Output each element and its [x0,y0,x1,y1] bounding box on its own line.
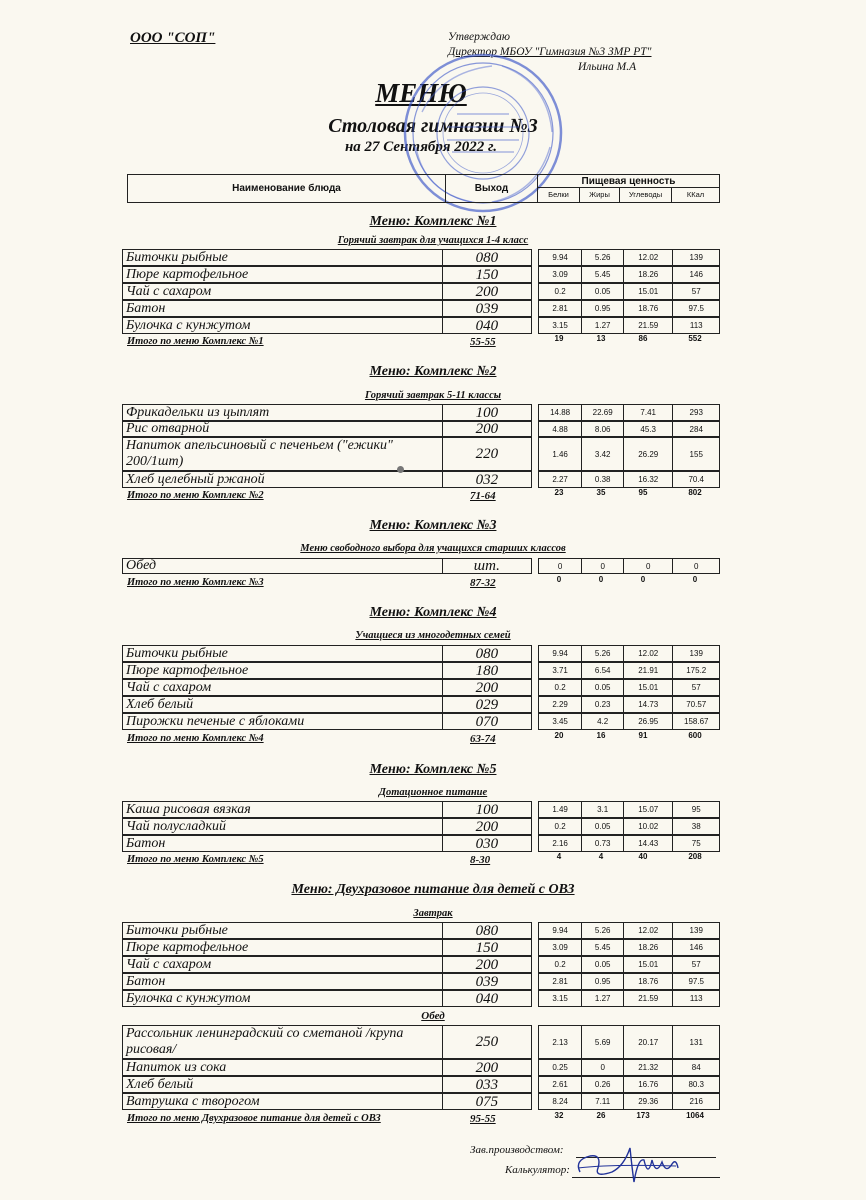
total-output: 63-74 [470,733,496,745]
dish-output: 039 [442,973,532,990]
carbs-header: Углеводы [620,188,672,202]
dish-name: Чай с сахаром [122,956,442,973]
kcal-header: ККал [686,190,705,199]
dish-output: 250 [442,1025,532,1059]
table-header [127,174,720,203]
table-row [122,437,720,471]
dish-output: 039 [442,300,532,317]
carbs-value: 18.26 [623,939,673,956]
carbs-value: 26.29 [623,437,673,471]
menu-title: МЕНЮ [375,78,467,108]
kcal-value: 146 [672,939,720,956]
kcal-value: 216 [672,1093,720,1110]
kcal-value: 158.67 [672,713,720,730]
dish-output: 033 [442,1076,532,1093]
carbs-value: 45.3 [623,421,673,437]
total-kcal: 802 [688,488,702,497]
table-row [122,421,720,437]
proteins-value: 9.94 [538,922,582,939]
complex-title: Меню: Комплекс №5 [369,762,497,777]
proteins-value: 2.61 [538,1076,582,1093]
table-row [122,1093,720,1110]
kcal-value: 175.2 [672,662,720,679]
table-row [122,956,720,973]
dish-output: 030 [442,835,532,852]
total-fats: 16 [596,731,606,740]
dish-name: Фрикадельки из цыплят [122,404,442,421]
approval-line-3: Ильина М.А [578,61,637,73]
total-output: 8-30 [470,854,491,866]
total-output: 87-32 [470,577,496,589]
total-carbs: 40 [638,852,648,861]
fats-value: 5.26 [581,249,623,266]
proteins-value: 2.81 [538,300,582,317]
complex-total [127,1113,720,1127]
dish-output: 040 [442,317,532,334]
output-column-header: Выход [446,175,538,202]
dish-name: Каша рисовая вязкая [122,801,442,818]
complex-total [127,577,720,591]
table-row [122,283,720,300]
kcal-value: 84 [672,1059,720,1076]
total-fats: 26 [596,1111,606,1120]
fats-value: 3.1 [581,801,623,818]
carbs-value: 21.59 [623,317,673,334]
dish-name: Батон [122,835,442,852]
total-carbs: 0 [640,575,646,584]
kcal-value: 139 [672,922,720,939]
proteins-value: 2.29 [538,696,582,713]
table-row [122,818,720,835]
complex-subtitle: Учащиеся из многодетных семей [355,630,511,641]
carbs-value: 16.76 [623,1076,673,1093]
total-label: Итого по меню Комплекс №2 [127,490,264,501]
total-proteins: 0 [556,575,562,584]
carbs-value: 15.07 [623,801,673,818]
fats-value: 0.38 [581,471,623,488]
carbs-value: 10.02 [623,818,673,835]
carbs-value: 26.95 [623,713,673,730]
menu-date: на 27 Сентября 2022 г. [344,139,498,155]
fats-value: 0.26 [581,1076,623,1093]
proteins-value: 0 [538,558,582,574]
proteins-value: 3.71 [538,662,582,679]
table-row [122,922,720,939]
total-output: 95-55 [470,1113,496,1125]
total-carbs: 173 [636,1111,650,1120]
kcal-value: 57 [672,283,720,300]
dish-name: Хлеб белый [122,1076,442,1093]
total-kcal: 208 [688,852,702,861]
table-row [122,939,720,956]
carbs-value: 18.76 [623,300,673,317]
kcal-value: 75 [672,835,720,852]
calculator-label: Калькулятор: [505,1164,570,1176]
carbs-value: 29.36 [623,1093,673,1110]
kcal-value: 97.5 [672,973,720,990]
dish-output: 080 [442,922,532,939]
dish-output: 200 [442,421,532,437]
dish-name: Чай с сахаром [122,679,442,696]
fats-value: 5.45 [581,266,623,283]
dish-output: 032 [442,471,532,488]
dish-name: Хлеб целебный ржаной [122,471,442,488]
total-label: Итого по меню Комплекс №3 [127,577,264,588]
nutrition-column-header: Пищевая ценность [538,175,719,188]
kcal-value: 38 [672,818,720,835]
total-fats: 0 [598,575,604,584]
dish-output: 075 [442,1093,532,1110]
dish-output: 180 [442,662,532,679]
carbs-value: 14.43 [623,835,673,852]
proteins-value: 0.25 [538,1059,582,1076]
fats-value: 0.95 [581,300,623,317]
dish-name: Биточки рыбные [122,922,442,939]
dish-output: 100 [442,801,532,818]
proteins-value: 0.2 [538,956,582,973]
complex-total [127,733,720,747]
complex-title: Меню: Двухразовое питание для детей с ОВЗ [291,882,575,897]
dish-name: Пюре картофельное [122,662,442,679]
proteins-value: 9.94 [538,645,582,662]
carbs-value: 21.59 [623,990,673,1007]
complex-title: Меню: Комплекс №2 [369,364,497,379]
table-row [122,713,720,730]
dish-output: 200 [442,818,532,835]
proteins-value: 4.88 [538,421,582,437]
total-output: 71-64 [470,490,496,502]
carbs-value: 18.76 [623,973,673,990]
proteins-value: 0.2 [538,283,582,300]
table-row [122,1059,720,1076]
kcal-value: 95 [672,801,720,818]
total-carbs: 95 [638,488,648,497]
proteins-value: 3.45 [538,713,582,730]
proteins-value: 2.16 [538,835,582,852]
fats-value: 5.26 [581,645,623,662]
table-row [122,404,720,421]
approval-line-1: Утверждаю [448,31,510,43]
organization-name: ООО "СОП" [130,30,216,46]
dish-name: Ватрушка с творогом [122,1093,442,1110]
fats-header: Жиры [580,188,620,202]
fats-value: 0 [581,1059,623,1076]
carbs-value: 16.32 [623,471,673,488]
dish-name: Пирожки печеные с яблоками [122,713,442,730]
table-row [122,1025,720,1059]
kcal-value: 0 [672,558,720,574]
complex-subtitle: Горячий завтрак 5-11 классы [364,390,502,401]
proteins-value: 3.15 [538,990,582,1007]
dish-output: 040 [442,990,532,1007]
dish-name: Батон [122,300,442,317]
table-row [122,300,720,317]
table-row [122,317,720,334]
fats-value: 3.42 [581,437,623,471]
complex-subtitle: Завтрак [413,908,453,919]
lunch-subtitle: Обед [421,1010,445,1022]
total-fats: 13 [596,334,606,343]
carbs-value: 0 [623,558,673,574]
fats-value: 0.05 [581,956,623,973]
dish-name: Биточки рыбные [122,645,442,662]
dish-name: Пюре картофельное [122,939,442,956]
dish-name: Напиток из сока [122,1059,442,1076]
carbs-value: 12.02 [623,922,673,939]
dish-name: Биточки рыбные [122,249,442,266]
table-row [122,835,720,852]
proteins-value: 3.09 [538,939,582,956]
dish-name: Рис отварной [122,421,442,437]
proteins-header: Белки [538,188,580,202]
total-proteins: 4 [556,852,562,861]
fats-value: 0.73 [581,835,623,852]
proteins-value: 8.24 [538,1093,582,1110]
complex-title: Меню: Комплекс №1 [369,214,497,229]
total-label: Итого по меню Двухразовое питание для детей с ОВЗ [127,1113,381,1124]
fats-value: 4.2 [581,713,623,730]
dish-output: 150 [442,939,532,956]
kcal-value: 57 [672,679,720,696]
kcal-value: 146 [672,266,720,283]
complex-total [127,336,720,350]
kcal-value: 139 [672,249,720,266]
fats-value: 0 [581,558,623,574]
kcal-value: 293 [672,404,720,421]
table-row [122,662,720,679]
total-proteins: 20 [554,731,564,740]
complex-subtitle: Горячий завтрак для учащихся 1-4 класс [337,235,529,246]
complex-title: Меню: Комплекс №3 [369,518,497,533]
fats-value: 0.05 [581,679,623,696]
dish-name: Чай полусладкий [122,818,442,835]
canteen-title: Столовая гимназии №3 [328,115,538,137]
total-kcal: 600 [688,731,702,740]
table-row [122,249,720,266]
dish-output: 080 [442,645,532,662]
dish-name: Чай с сахаром [122,283,442,300]
carbs-value: 15.01 [623,679,673,696]
fats-value: 7.11 [581,1093,623,1110]
dish-name: Пюре картофельное [122,266,442,283]
dish-name: Булочка с кунжутом [122,990,442,1007]
dish-name: Напиток апельсиновый с печеньем ("ежики" 200/1шт) [122,437,442,471]
fats-value: 5.69 [581,1025,623,1059]
dish-output: 200 [442,679,532,696]
proteins-value: 3.15 [538,317,582,334]
table-row [122,471,720,488]
total-kcal: 552 [688,334,702,343]
dish-output: 220 [442,437,532,471]
kcal-value: 284 [672,421,720,437]
kcal-value: 57 [672,956,720,973]
complex-total [127,490,720,504]
total-label: Итого по меню Комплекс №4 [127,733,264,744]
table-row [122,266,720,283]
total-label: Итого по меню Комплекс №1 [127,336,264,347]
carbs-value: 15.01 [623,956,673,973]
fats-value: 0.95 [581,973,623,990]
table-row [122,973,720,990]
dish-output: шт. [442,558,532,574]
total-kcal: 1064 [686,1111,704,1120]
dish-output: 080 [442,249,532,266]
carbs-value: 7.41 [623,404,673,421]
kcal-value: 80.3 [672,1076,720,1093]
carbs-value: 20.17 [623,1025,673,1059]
proteins-value: 9.94 [538,249,582,266]
total-proteins: 32 [554,1111,564,1120]
complex-title: Меню: Комплекс №4 [369,605,497,620]
table-row [122,696,720,713]
table-row [122,801,720,818]
total-fats: 4 [598,852,604,861]
total-fats: 35 [596,488,606,497]
proteins-value: 1.49 [538,801,582,818]
proteins-value: 0.2 [538,818,582,835]
proteins-value: 14.88 [538,404,582,421]
total-proteins: 23 [554,488,564,497]
proteins-value: 1.46 [538,437,582,471]
kcal-value: 97.5 [672,300,720,317]
table-row [122,558,720,574]
total-label: Итого по меню Комплекс №5 [127,854,264,865]
table-row [122,679,720,696]
proteins-value: 2.13 [538,1025,582,1059]
dish-output: 100 [442,404,532,421]
fats-value: 0.05 [581,818,623,835]
carbs-value: 21.32 [623,1059,673,1076]
total-proteins: 19 [554,334,564,343]
dish-name: Рассольник ленинградский со сметаной /крупа рисовая/ [122,1025,442,1059]
table-row [122,990,720,1007]
kcal-value: 113 [672,990,720,1007]
complex-subtitle: Дотационное питание [378,787,488,798]
paper-speck [397,466,404,473]
dish-name: Хлеб белый [122,696,442,713]
fats-value: 22.69 [581,404,623,421]
kcal-value: 131 [672,1025,720,1059]
table-row [122,1076,720,1093]
kcal-value: 113 [672,317,720,334]
kcal-value: 155 [672,437,720,471]
fats-value: 6.54 [581,662,623,679]
fats-value: 0.05 [581,283,623,300]
dish-name: Батон [122,973,442,990]
complex-subtitle: Меню свободного выбора для учащихся старших классов [300,543,566,554]
kcal-value: 70.57 [672,696,720,713]
proteins-value: 3.09 [538,266,582,283]
calculator-signature [572,1138,682,1188]
total-kcal: 0 [692,575,698,584]
carbs-value: 15.01 [623,283,673,300]
dish-output: 029 [442,696,532,713]
fats-value: 5.45 [581,939,623,956]
dish-output: 070 [442,713,532,730]
dish-column-header: Наименование блюда [128,175,446,202]
carbs-value: 14.73 [623,696,673,713]
proteins-value: 0.2 [538,679,582,696]
table-row [122,645,720,662]
fats-value: 5.26 [581,922,623,939]
approval-line-2: Директор МБОУ "Гимназия №3 ЗМР РТ" [448,46,652,58]
total-carbs: 91 [638,731,648,740]
kcal-value: 139 [672,645,720,662]
proteins-value: 2.81 [538,973,582,990]
total-carbs: 86 [638,334,648,343]
dish-name: Обед [122,558,442,574]
carbs-value: 12.02 [623,645,673,662]
dish-name: Булочка с кунжутом [122,317,442,334]
dish-output: 200 [442,283,532,300]
dish-output: 200 [442,956,532,973]
total-output: 55-55 [470,336,496,348]
fats-value: 1.27 [581,317,623,334]
fats-value: 0.23 [581,696,623,713]
carbs-value: 18.26 [623,266,673,283]
complex-total [127,854,720,868]
production-label: Зав.производством: [470,1144,564,1156]
fats-value: 8.06 [581,421,623,437]
kcal-value: 70.4 [672,471,720,488]
carbs-value: 21.91 [623,662,673,679]
proteins-value: 2.27 [538,471,582,488]
carbs-value: 12.02 [623,249,673,266]
dish-output: 200 [442,1059,532,1076]
fats-value: 1.27 [581,990,623,1007]
dish-output: 150 [442,266,532,283]
